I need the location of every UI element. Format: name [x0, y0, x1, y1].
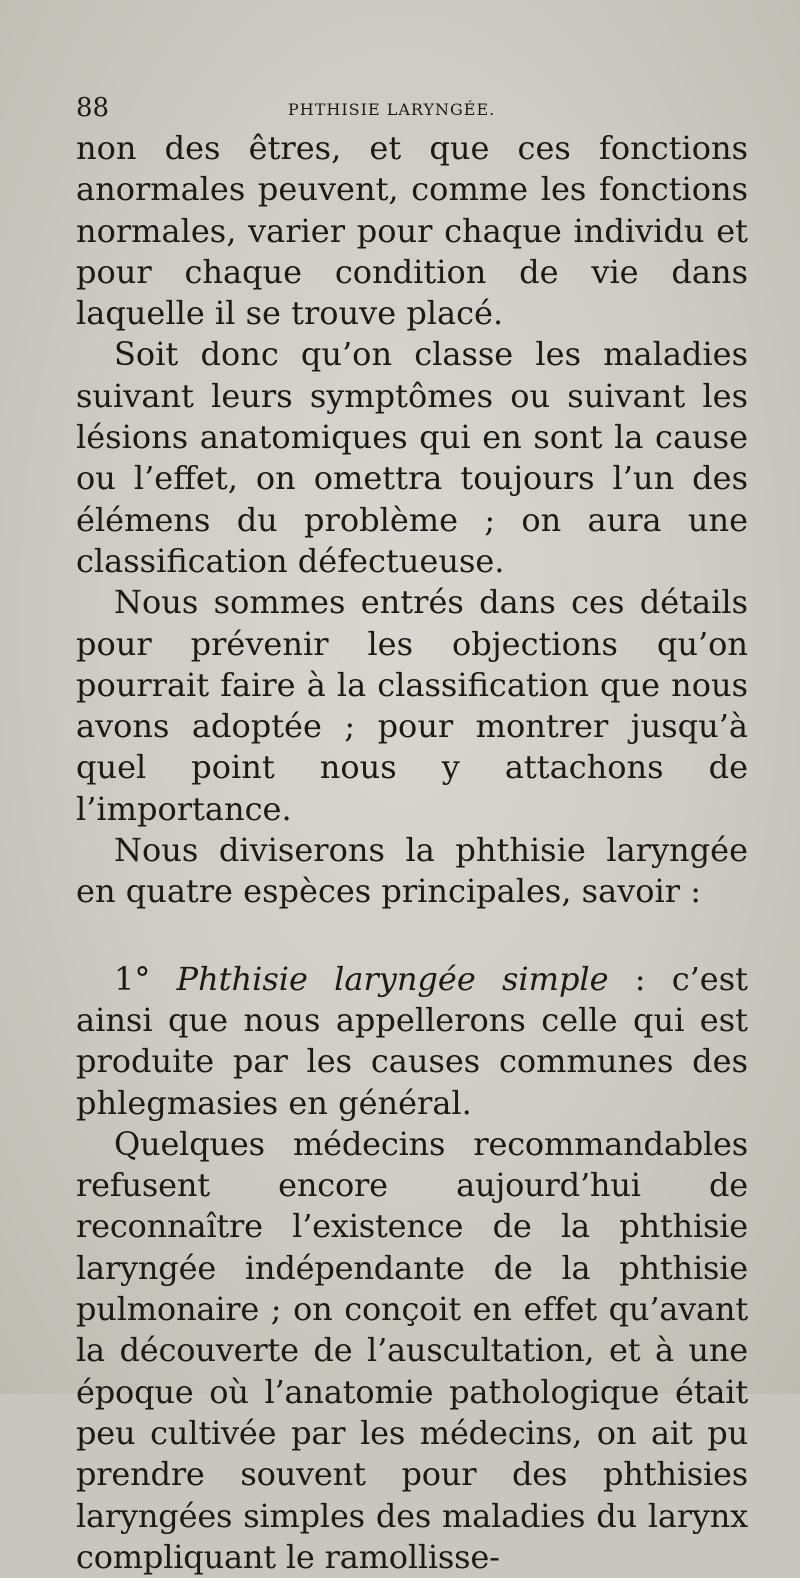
paragraph-classification: Soit donc qu’on classe les maladies suivant leurs symptômes ou suivant les lésions anatomiques qui en sont la cause ou l’effet, on omettra toujours l’un des élémens du problème ; on aura une classification défectueuse.: [76, 335, 748, 580]
paragraph-details: Nous sommes entrés dans ces détails pour prévenir les objections qu’on pourrait faire à la classification que nous avons adoptée ; pour montrer jusqu’à quel point nous y attachons de l’importance.: [76, 583, 748, 828]
body-text: [76, 128, 748, 1578]
paragraph-item-1: [76, 959, 748, 1124]
item-text: : c’est ainsi que nous appellerons celle qui est produite par les causes communes des phlegmasies en général.: [76, 959, 749, 1122]
paragraph-physicians: Quelques médecins recommandables refusent encore aujourd’hui de reconnaître l’existence de la phthisie laryngée indépendante de la phthisie pulmonaire ; on conçoit en effet qu’avant la découverte de l’auscultation, et à une époque où l’anatomie pathologique était peu cultivée par les médecins, on ait pu prendre souvent pour des phthisies laryngées simples des maladies du larynx compliquant le ramollisse-: [76, 1124, 748, 1576]
paragraph-continuation: non des êtres, et que ces fonctions anormales peuvent, comme les fonctions normales, varier pour chaque individu et pour chaque condition de vie dans laquelle il se trouve placé.: [76, 129, 748, 333]
page-number: 88: [76, 93, 110, 123]
item-title: Phthisie laryngée simple: [176, 959, 609, 998]
item-number: 1°: [114, 959, 151, 998]
paragraph-division: Nous diviserons la phthisie laryngée en quatre espèces principales, savoir :: [76, 831, 748, 911]
section-spacer: [76, 913, 748, 959]
page-header: [76, 88, 716, 128]
running-head: PHTHISIE LARYNGÉE.: [288, 100, 496, 119]
